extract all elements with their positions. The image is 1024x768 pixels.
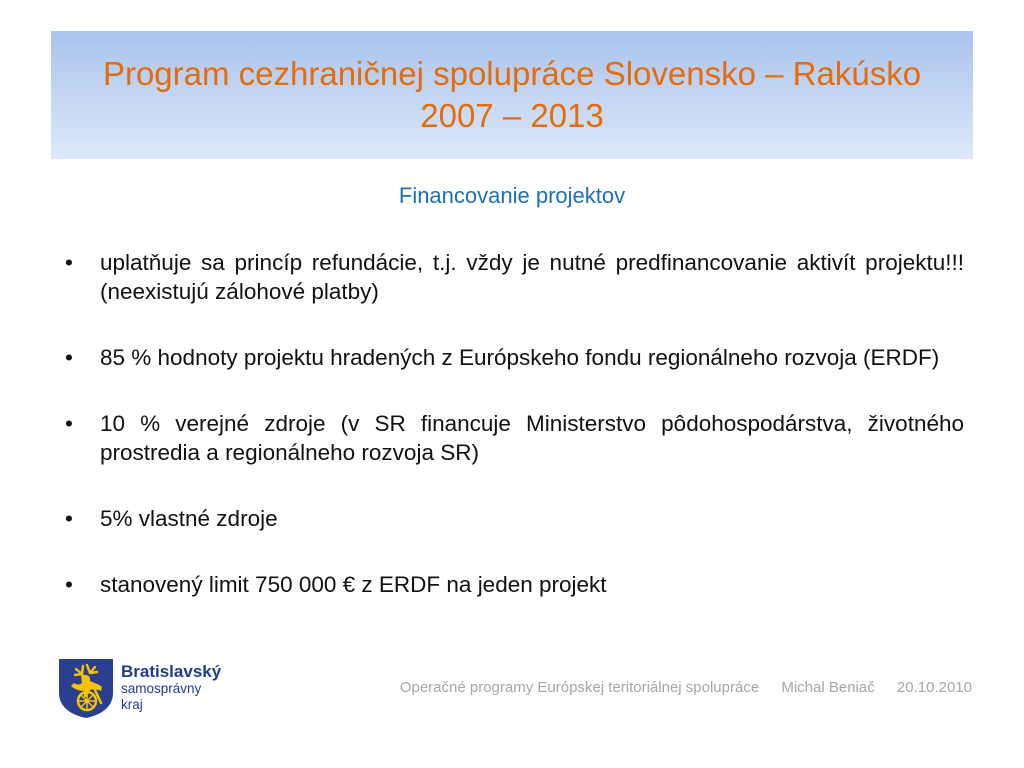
bullet-marker: • (65, 250, 73, 275)
coat-of-arms-stag-icon (57, 657, 115, 719)
bullet-item (62, 248, 964, 306)
bullet-item (62, 570, 964, 599)
bullet-marker: • (65, 506, 73, 531)
logo-text (121, 663, 221, 713)
bullet-text: uplatňuje sa princíp refundácie, t.j. vždy je nutné predfinancovanie aktivít projektu!!! (neexistujú zálohové platby) (100, 250, 964, 304)
bullet-item (62, 504, 964, 533)
bullet-text: 10 % verejné zdroje (v SR financuje Ministerstvo pôdohospodárstva, životného prostredia a regionálneho rozvoja SR) (100, 411, 964, 465)
bullet-list (62, 248, 964, 599)
slide-title-line-2: 2007 – 2013 (420, 97, 604, 134)
logo-line-2: samosprávny (121, 681, 202, 696)
footer-date: 20.10.2010 (896, 679, 972, 696)
slide-title-line-1: Program cezhraničnej spolupráce Slovensko – Rakúsko (102, 55, 922, 92)
logo-name: Bratislavský (121, 662, 222, 681)
bullet-marker: • (65, 345, 73, 370)
slide-footer (400, 678, 972, 698)
bullet-item (62, 409, 964, 467)
bullet-item (62, 343, 964, 372)
bullet-text: stanovený limit 750 000 € z ERDF na jeden projekt (100, 572, 607, 597)
footer-program: Operačné programy Európskej teritoriálnej spolupráce (399, 679, 760, 696)
title-bar (51, 31, 973, 159)
bullet-text: 85 % hodnoty projektu hradených z Európskeho fondu regionálneho rozvoja (ERDF) (100, 345, 940, 370)
slide-subtitle: Financovanie projektov (398, 183, 626, 208)
bullet-text: 5% vlastné zdroje (100, 506, 278, 531)
bullet-marker: • (65, 572, 73, 597)
bullet-marker: • (65, 411, 73, 436)
logo-line-3: kraj (121, 697, 143, 712)
bsk-logo (57, 657, 221, 719)
footer-author: Michal Beniač (781, 679, 875, 696)
